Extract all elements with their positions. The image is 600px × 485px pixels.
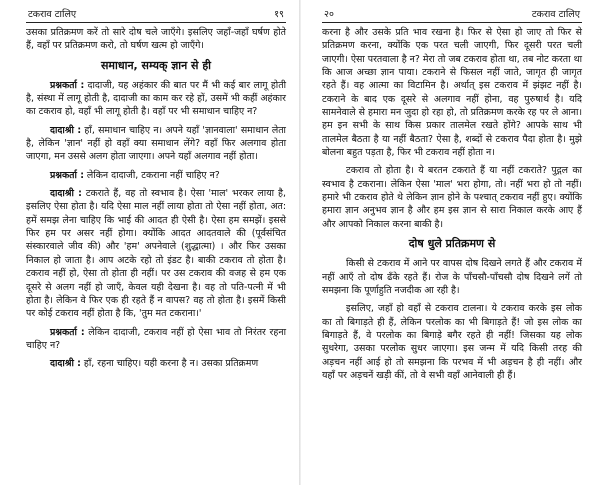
question-paragraph xyxy=(26,169,286,182)
page-number: २० xyxy=(324,9,334,20)
dialogue-text: टकराते हैं, वह तो स्वभाव है। ऐसा 'माल' भरकर लाया है, इसलिए ऐसा होता है। यदि ऐसा माल नहीं लाया होता तो ऐसा नहीं होता, अत: हमें समझ लेना चाहिए कि भाई की आदत ही ऐसी है। ऐसा हम समझें। इससे फिर हम पर असर नहीं होगा। क्योंकि आदत आदतवाले की (पूर्वसंचित संस्कारवाले जीव की) और 'हम' अपनेवाले (शुद्धात्मा) । और फिर उसका निकाल हो जाता है। आप अटके रहो तो इंडट है। बाकी टकराव तो होता है। टकराव नहीं हो, ऐसा तो होता ही नहीं। पर उस टकराव की वजह से हम एक दूसरे से अलग नहीं हो जाएँ, केवल यही देखना है। वह तो पति-पत्नी में भी होता है। लेकिन वे फिर एक ही रहते हैं न वापस? वह तो होता है। इसमें किसी पर कोई टकराव नहीं होता है कि, 'तुम मत टकराना।' xyxy=(26,188,286,320)
section-heading: दोष धुले प्रतिक्रमण से xyxy=(408,237,496,251)
dialogue-text: दादाजी, यह अहंकार की बात पर मैं भी कई बार लागू होती है, संस्था में लागू होती है, दादाजी का काम कर रहे हों, उसमें भी कहीं अहंकार का टकराव हो, वहाँ भी लागू होती है। वहाँ पर भी समाधान चाहिए न? xyxy=(26,79,286,118)
dialogue-text: लेकिन दादाजी, टकराना नहीं चाहिए न? xyxy=(83,169,220,181)
dialogue-text: लेकिन दादाजी, टकराव नहीं हो ऐसा भाव तो निरंतर रहना चाहिए न? xyxy=(26,326,286,351)
running-title: टकराव टालिए xyxy=(28,9,77,20)
speaker-label: दादाश्री : xyxy=(50,358,81,370)
dialogue-text: हाँ, समाधान चाहिए न। अपने यहाँ 'ज्ञानवाला' समाधान लेता है, लेकिन 'ज्ञान' नहीं हो वहाँ क्या समाधान लेंगे? वहाँ फिर अलगाव होता जाएगा, मन उससे अलग होता जाएगा। अपने यहाँ अलगाव नहीं होता। xyxy=(26,124,286,163)
speaker-label: प्रश्नकर्ता : xyxy=(50,79,85,91)
paragraph: टकराव तो होता है। ये बरतन टकराते हैं या नहीं टकराते? पुद्गल का स्वभाव है टकराना। लेकिन ऐसा 'माल' भरा होगा, तो। नहीं भरा हो तो नहीं। हमारे भी टकराव होते थे लेकिन ज्ञान होने के पश्चात् टकराव नहीं हुए। क्योंकि हमारा ज्ञान अनुभव ज्ञान है और हम इस ज्ञान से सारा निकाल करके आए हैं और आपको निकाल करना बाकी है। xyxy=(322,165,582,230)
running-header-right xyxy=(322,6,582,23)
running-title: टकराव टालिए xyxy=(531,9,580,20)
page-body xyxy=(26,23,286,371)
answer-paragraph xyxy=(26,124,286,164)
paragraph: उसका प्रतिक्रमण करें तो सारे दोष चले जाएँगे। इसलिए जहाँ-जहाँ घर्षण होते हैं, वहाँ पर प्रतिक्रमण करो, तो घर्षण खत्म हो जाएँगे। xyxy=(26,27,286,52)
answer-paragraph xyxy=(26,187,286,320)
running-header-left xyxy=(26,6,286,23)
paragraph: करना है और उसके प्रति भाव रखना है। फिर से ऐसा हो जाए तो फिर से प्रतिक्रमण करना, क्योंकि एक परत चली जाएगी, फिर दूसरी परत चली जाएगी। ऐसा परतवाला है न? मेरा तो जब टकराव होता था, तब नोट करता था कि आज अच्छा ज्ञान पाया। टकराने से फिसल नहीं जाते, जागृत ही जागृत रहते हैं। वह आत्मा का विटामिन है। अर्थात् इस टकराव में झंझट नहीं है। टकराने के बाद एक दूसरे से अलगाव नहीं होना, वह पुरुषार्थ है। यदि सामनेवाले से हमारा मन जुदा हो रहा हो, तो प्रतिक्रमण करके रह पर ले आना। हम इन सभी के साथ किस प्रकार तालमेल रखते होंगे? आपके साथ भी तालमेल बैठता है या नहीं बैठता? ऐसा है, शब्दों से टकराव पैदा होता है। मुझे बोलना बहुत पड़ता है, फिर भी टकराव नहीं होता न। xyxy=(322,27,582,159)
question-paragraph xyxy=(26,326,286,353)
answer-paragraph xyxy=(26,357,286,370)
page-body xyxy=(322,23,582,382)
paragraph: किसी से टकराव में आने पर वापस दोष दिखने लगते हैं और टकराव में नहीं आएँ तो दोष ढँके रहते हैं। रोज के पाँचसौ-पाँचसौ दोष दिखने लगें तो समझना कि पूर्णाहुति नजदीक आ रही है। xyxy=(322,258,582,296)
speaker-label: दादाश्री : xyxy=(50,188,82,200)
section-heading: समाधान, सम्यक् ज्ञान से ही xyxy=(100,58,212,72)
paragraph: इसलिए, जहाँ हो वहाँ से टकराव टालना। ये टकराव करके इस लोक का तो बिगाड़ते ही हैं, लेकिन परलोक का भी बिगाड़ते हैं! जो इस लोक का बिगाड़ते हैं, वे परलोक का बिगाड़े बगैर रहते ही नहीं! जिसका यह लोक सुधरेगा, उसका परलोक सुधर जाएगा। इस जन्म में यदि किसी तरह की अड़चन नहीं आई हो तो समझना कि परभव में भी अड़चन है ही नहीं। और यहाँ पर अड़चनें खड़ी कीं, तो वे सभी वहाँ आनेवाली ही हैं। xyxy=(322,303,582,381)
speaker-label: प्रश्नकर्ता : xyxy=(50,326,85,338)
question-paragraph xyxy=(26,79,286,119)
right-page xyxy=(300,0,600,485)
speaker-label: प्रश्नकर्ता : xyxy=(50,169,84,181)
dialogue-text: हाँ, रहना चाहिए। यही करना है न। उसका प्रतिक्रमण xyxy=(80,358,259,370)
page-number: १९ xyxy=(274,9,284,20)
speaker-label: दादाश्री : xyxy=(50,124,82,136)
